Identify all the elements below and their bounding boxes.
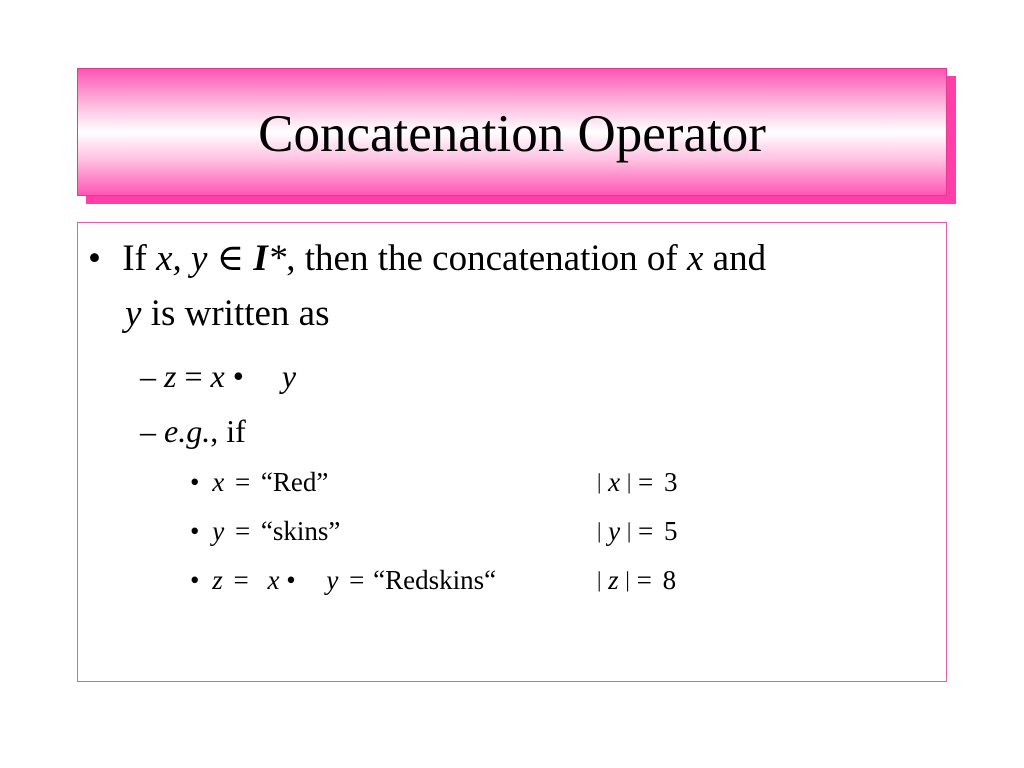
set-symbol: I	[253, 238, 268, 279]
element-of-symbol: ∈	[216, 238, 245, 279]
example-length-z	[597, 567, 676, 594]
bullet-marker: •	[88, 238, 101, 279]
bullet-marker: •	[190, 516, 200, 546]
example-row-x	[190, 469, 328, 496]
bullet-1-cont: is written as	[150, 293, 330, 334]
kleene-star: *	[267, 238, 287, 279]
length-var: z	[608, 565, 619, 595]
example-var: x	[212, 467, 225, 497]
example-length-x	[597, 469, 678, 496]
example-eq: =	[234, 467, 251, 497]
example-value: “skins”	[260, 516, 341, 546]
example-var: z	[212, 565, 223, 595]
length-bar: |	[597, 469, 602, 494]
length-value: 3	[664, 467, 678, 497]
eg-text: e.g.	[164, 413, 211, 449]
length-bar: |	[597, 567, 602, 592]
dash-marker: –	[140, 358, 156, 394]
bullet-1-and: and	[712, 238, 767, 279]
length-value: 5	[664, 516, 678, 546]
def-z: z	[164, 358, 177, 394]
content-box	[77, 222, 947, 682]
example-y: y	[326, 565, 339, 595]
slide-title: Concatenation Operator	[258, 104, 766, 163]
example-row-z	[190, 567, 496, 594]
bullet-marker: •	[190, 467, 200, 497]
length-bar: |	[597, 518, 602, 543]
def-x: x	[210, 358, 225, 394]
bullet-marker: •	[190, 565, 200, 595]
concat-dot-symbol: •	[286, 565, 296, 595]
length-eq: =	[636, 565, 652, 595]
title-banner	[77, 68, 947, 196]
length-var: y	[608, 516, 621, 546]
bullet-1-vars: x, y	[156, 238, 208, 279]
length-eq: =	[638, 516, 654, 546]
concat-dot-symbol: •	[232, 358, 244, 394]
length-bar: |	[626, 518, 632, 543]
length-value: 8	[662, 565, 677, 595]
example-eq: =	[349, 565, 365, 595]
sub-bullet-example	[140, 415, 246, 447]
sub-bullet-definition	[140, 360, 296, 392]
example-x: x	[267, 565, 280, 595]
bullet-1-line-2	[125, 295, 330, 332]
length-bar: |	[625, 567, 630, 592]
bullet-1-lead: If	[122, 238, 147, 279]
bullet-1-rest: , then the concatenation of	[286, 238, 678, 279]
example-value: “Red”	[260, 467, 329, 497]
example-eq: =	[233, 565, 249, 595]
example-value: “Redskins“	[373, 565, 497, 595]
length-var: x	[608, 467, 621, 497]
example-eq: =	[234, 516, 251, 546]
eg-rest: , if	[210, 413, 246, 449]
example-row-y	[190, 518, 340, 545]
bullet-1-x: x	[686, 238, 704, 279]
def-eq: =	[184, 358, 203, 394]
length-eq: =	[638, 467, 654, 497]
length-bar: |	[626, 469, 632, 494]
bullet-1-line-1	[88, 240, 766, 277]
dash-marker: –	[140, 413, 156, 449]
def-y: y	[281, 358, 297, 394]
example-var: y	[212, 516, 225, 546]
bullet-1-y: y	[125, 293, 142, 334]
example-length-y	[597, 518, 678, 545]
